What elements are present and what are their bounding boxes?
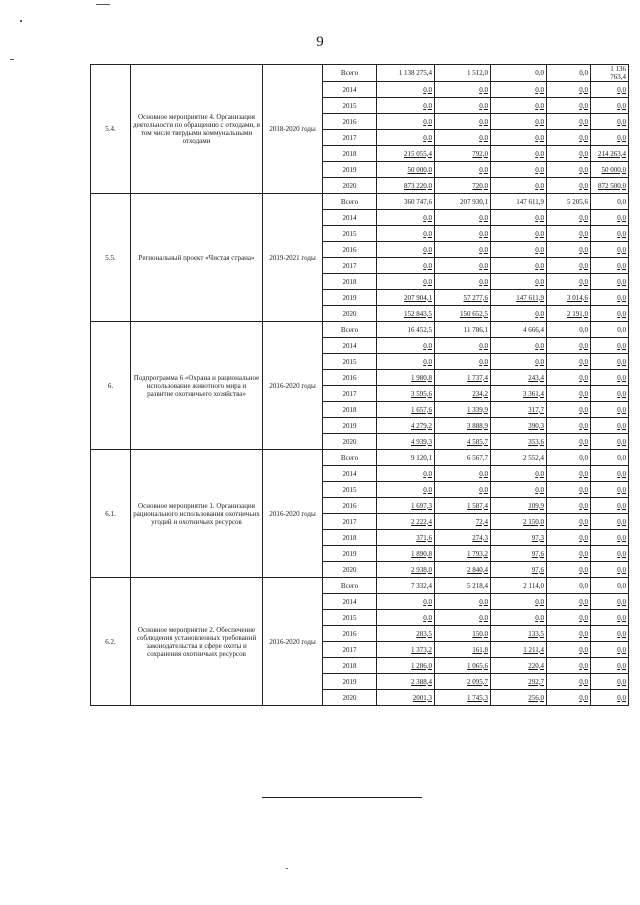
value-cell: 11 786,1 xyxy=(435,322,491,338)
value-cell: 0,0 xyxy=(491,306,547,322)
value-cell: 0,0 xyxy=(547,578,591,594)
value-cell: 0,0 xyxy=(435,594,491,610)
value-cell: 243,4 xyxy=(491,370,547,386)
value-cell: 1 138 275,4 xyxy=(377,65,435,82)
year-cell: 2014 xyxy=(323,466,377,482)
year-cell: 2019 xyxy=(323,546,377,562)
year-cell: Всего xyxy=(323,322,377,338)
item-name: Основное мероприятие 4. Организация деятельности по обращению с отходами, в том числе твердыми коммунальными отходами xyxy=(131,65,263,194)
value-cell: 872 500,0 xyxy=(591,178,629,194)
value-cell: 0,0 xyxy=(377,610,435,626)
value-cell: 0,0 xyxy=(435,482,491,498)
year-cell: 2020 xyxy=(323,562,377,578)
value-cell: 0,0 xyxy=(491,114,547,130)
value-cell: 0,0 xyxy=(591,114,629,130)
year-cell: 2018 xyxy=(323,530,377,546)
year-cell: 2015 xyxy=(323,354,377,370)
value-cell: 0,0 xyxy=(377,274,435,290)
value-cell: 0,0 xyxy=(547,82,591,98)
value-cell: 0,0 xyxy=(591,466,629,482)
value-cell: 0,0 xyxy=(591,610,629,626)
value-cell: 0,0 xyxy=(491,146,547,162)
value-cell: 0,0 xyxy=(547,65,591,82)
year-cell: Всего xyxy=(323,450,377,466)
value-cell: 147 611,9 xyxy=(491,290,547,306)
scan-mark xyxy=(20,20,22,22)
value-cell: 0,0 xyxy=(491,226,547,242)
value-cell: 0,0 xyxy=(435,610,491,626)
value-cell: 792,0 xyxy=(435,146,491,162)
value-cell: 0,0 xyxy=(491,338,547,354)
value-cell: 0,0 xyxy=(591,354,629,370)
item-period: 2016-2020 годы xyxy=(263,322,323,450)
value-cell: 0,0 xyxy=(547,546,591,562)
scan-mark xyxy=(96,4,110,5)
value-cell: 0,0 xyxy=(591,194,629,210)
value-cell: 50 000,0 xyxy=(591,162,629,178)
value-cell: 0,0 xyxy=(435,130,491,146)
value-cell: 0,0 xyxy=(377,114,435,130)
value-cell: 0,0 xyxy=(435,98,491,114)
value-cell: 0,0 xyxy=(435,354,491,370)
value-cell: 1 286,0 xyxy=(377,658,435,674)
year-cell: 2018 xyxy=(323,146,377,162)
value-cell: 0,0 xyxy=(377,226,435,242)
table-row xyxy=(91,322,629,338)
value-cell: 0,0 xyxy=(435,338,491,354)
value-cell: 0,0 xyxy=(491,178,547,194)
value-cell: 1 587,4 xyxy=(435,498,491,514)
value-cell: 0,0 xyxy=(591,386,629,402)
year-cell: 2017 xyxy=(323,130,377,146)
value-cell: 1 793,2 xyxy=(435,546,491,562)
value-cell: 0,0 xyxy=(491,258,547,274)
value-cell: 0,0 xyxy=(547,594,591,610)
value-cell: 1 890,8 xyxy=(377,546,435,562)
table-row xyxy=(91,65,629,82)
year-cell: 2014 xyxy=(323,82,377,98)
year-cell: 2020 xyxy=(323,434,377,450)
value-cell: 0,0 xyxy=(377,338,435,354)
value-cell: 16 452,5 xyxy=(377,322,435,338)
value-cell: 150,0 xyxy=(435,626,491,642)
value-cell: 0,0 xyxy=(547,514,591,530)
item-period: 2016-2020 годы xyxy=(263,450,323,578)
value-cell: 0,0 xyxy=(591,338,629,354)
value-cell: 214 263,4 xyxy=(591,146,629,162)
value-cell: 2 095,7 xyxy=(435,674,491,690)
value-cell: 215 055,4 xyxy=(377,146,435,162)
value-cell: 0,0 xyxy=(591,594,629,610)
value-cell: 873 220,0 xyxy=(377,178,435,194)
value-cell: 0,0 xyxy=(491,82,547,98)
value-cell: 0,0 xyxy=(591,450,629,466)
value-cell: 0,0 xyxy=(377,466,435,482)
value-cell: 0,0 xyxy=(491,162,547,178)
value-cell: 2 388,4 xyxy=(377,674,435,690)
value-cell: 0,0 xyxy=(435,466,491,482)
value-cell: 1 373,2 xyxy=(377,642,435,658)
value-cell: 0,0 xyxy=(435,162,491,178)
value-cell: 0,0 xyxy=(377,242,435,258)
value-cell: 152 843,5 xyxy=(377,306,435,322)
value-cell: 1 512,0 xyxy=(435,65,491,82)
value-cell: 0,0 xyxy=(377,482,435,498)
value-cell: 1 745,3 xyxy=(435,690,491,706)
value-cell: 720,0 xyxy=(435,178,491,194)
year-cell: 2016 xyxy=(323,370,377,386)
year-cell: 2019 xyxy=(323,418,377,434)
value-cell: 0,0 xyxy=(377,98,435,114)
budget-table xyxy=(90,64,629,706)
value-cell: 0,0 xyxy=(547,434,591,450)
year-cell: 2018 xyxy=(323,274,377,290)
item-name: Подпрограмма 6 «Охрана и рациональное использование животного мира и развитие охотничьего хозяйства» xyxy=(131,322,263,450)
value-cell: 317,7 xyxy=(491,402,547,418)
year-cell: 2017 xyxy=(323,642,377,658)
value-cell: 150 652,5 xyxy=(435,306,491,322)
year-cell: Всего xyxy=(323,65,377,82)
value-cell: 0,0 xyxy=(591,98,629,114)
value-cell: 390,3 xyxy=(491,418,547,434)
page-number: 9 xyxy=(316,34,324,50)
value-cell: 0,0 xyxy=(547,114,591,130)
value-cell: 0,0 xyxy=(547,498,591,514)
year-cell: 2017 xyxy=(323,514,377,530)
value-cell: 0,0 xyxy=(547,610,591,626)
value-cell: 0,0 xyxy=(591,498,629,514)
value-cell: 0,0 xyxy=(591,642,629,658)
value-cell: 0,0 xyxy=(547,274,591,290)
value-cell: 1 697,3 xyxy=(377,498,435,514)
year-cell: 2016 xyxy=(323,242,377,258)
value-cell: 0,0 xyxy=(377,210,435,226)
value-cell: 0,0 xyxy=(547,210,591,226)
value-cell: 5 205,6 xyxy=(547,194,591,210)
table-row xyxy=(91,450,629,466)
value-cell: 3 014,6 xyxy=(547,290,591,306)
item-number: 5.5. xyxy=(91,194,131,322)
value-cell: 4 939,3 xyxy=(377,434,435,450)
year-cell: 2019 xyxy=(323,290,377,306)
value-cell: 0,0 xyxy=(591,482,629,498)
value-cell: 1 339,9 xyxy=(435,402,491,418)
value-cell: 0,0 xyxy=(591,322,629,338)
year-cell: 2020 xyxy=(323,178,377,194)
value-cell: 0,0 xyxy=(547,338,591,354)
value-cell: 2 150,0 xyxy=(491,514,547,530)
value-cell: 0,0 xyxy=(547,626,591,642)
value-cell: 1 980,8 xyxy=(377,370,435,386)
value-cell: 0,0 xyxy=(547,146,591,162)
value-cell: 0,0 xyxy=(377,258,435,274)
year-cell: 2018 xyxy=(323,658,377,674)
value-cell: 0,0 xyxy=(591,274,629,290)
value-cell: 4 279,2 xyxy=(377,418,435,434)
value-cell: 0,0 xyxy=(591,82,629,98)
value-cell: 0,0 xyxy=(491,274,547,290)
year-cell: 2015 xyxy=(323,610,377,626)
value-cell: 0,0 xyxy=(547,642,591,658)
value-cell: 220,4 xyxy=(491,658,547,674)
value-cell: 9 120,1 xyxy=(377,450,435,466)
table-row xyxy=(91,194,629,210)
value-cell: 2 840,4 xyxy=(435,562,491,578)
item-number: 6.1. xyxy=(91,450,131,578)
value-cell: 97,3 xyxy=(491,530,547,546)
value-cell: 0,0 xyxy=(591,306,629,322)
year-cell: 2016 xyxy=(323,114,377,130)
year-cell: 2020 xyxy=(323,306,377,322)
item-number: 6. xyxy=(91,322,131,450)
value-cell: 0,0 xyxy=(377,82,435,98)
value-cell: 0,0 xyxy=(491,242,547,258)
value-cell: 207 904,1 xyxy=(377,290,435,306)
value-cell: 147 611,9 xyxy=(491,194,547,210)
value-cell: 1 136 763,4 xyxy=(591,65,629,82)
year-cell: 2016 xyxy=(323,498,377,514)
value-cell: 2 938,0 xyxy=(377,562,435,578)
scan-mark xyxy=(286,868,288,869)
value-cell: 5 218,4 xyxy=(435,578,491,594)
value-cell: 0,0 xyxy=(547,98,591,114)
value-cell: 283,5 xyxy=(377,626,435,642)
value-cell: 2001,3 xyxy=(377,690,435,706)
value-cell: 2 552,4 xyxy=(491,450,547,466)
value-cell: 0,0 xyxy=(547,178,591,194)
value-cell: 0,0 xyxy=(591,578,629,594)
value-cell: 97,6 xyxy=(491,546,547,562)
value-cell: 109,9 xyxy=(491,498,547,514)
value-cell: 0,0 xyxy=(591,514,629,530)
value-cell: 0,0 xyxy=(547,450,591,466)
year-cell: 2015 xyxy=(323,482,377,498)
value-cell: 0,0 xyxy=(591,562,629,578)
value-cell: 0,0 xyxy=(591,530,629,546)
value-cell: 0,0 xyxy=(547,482,591,498)
item-period: 2016-2020 годы xyxy=(263,578,323,706)
year-cell: 2015 xyxy=(323,226,377,242)
value-cell: 0,0 xyxy=(547,226,591,242)
value-cell: 0,0 xyxy=(547,658,591,674)
value-cell: 371,6 xyxy=(377,530,435,546)
year-cell: 2015 xyxy=(323,98,377,114)
value-cell: 0,0 xyxy=(547,690,591,706)
value-cell: 0,0 xyxy=(591,626,629,642)
value-cell: 0,0 xyxy=(591,258,629,274)
value-cell: 0,0 xyxy=(377,594,435,610)
value-cell: 0,0 xyxy=(491,482,547,498)
value-cell: 0,0 xyxy=(435,82,491,98)
value-cell: 4 666,4 xyxy=(491,322,547,338)
value-cell: 0,0 xyxy=(377,354,435,370)
value-cell: 0,0 xyxy=(435,274,491,290)
value-cell: 0,0 xyxy=(435,226,491,242)
value-cell: 3 888,9 xyxy=(435,418,491,434)
value-cell: 0,0 xyxy=(591,130,629,146)
year-cell: 2019 xyxy=(323,674,377,690)
value-cell: 0,0 xyxy=(547,322,591,338)
value-cell: 274,3 xyxy=(435,530,491,546)
table-body xyxy=(91,65,629,706)
year-cell: 2017 xyxy=(323,258,377,274)
value-cell: 0,0 xyxy=(547,674,591,690)
value-cell: 3 595,6 xyxy=(377,386,435,402)
value-cell: 0,0 xyxy=(547,418,591,434)
value-cell: 7 332,4 xyxy=(377,578,435,594)
value-cell: 2 191,0 xyxy=(547,306,591,322)
value-cell: 0,0 xyxy=(491,98,547,114)
value-cell: 234,2 xyxy=(435,386,491,402)
year-cell: 2014 xyxy=(323,338,377,354)
item-name: Основное мероприятие 1. Организация рационального использования охотничьих угодий и охотничьих ресурсов xyxy=(131,450,263,578)
item-number: 6.2. xyxy=(91,578,131,706)
value-cell: 0,0 xyxy=(435,242,491,258)
value-cell: 0,0 xyxy=(491,594,547,610)
value-cell: 0,0 xyxy=(491,65,547,82)
item-number: 5.4. xyxy=(91,65,131,194)
value-cell: 0,0 xyxy=(591,210,629,226)
value-cell: 2 222,4 xyxy=(377,514,435,530)
item-name: Региональный проект «Чистая страна» xyxy=(131,194,263,322)
value-cell: 0,0 xyxy=(547,242,591,258)
item-name: Основное мероприятие 2. Обеспечение соблюдения установленных требований законодательства в сфере охоты и сохранения охотничьих ресурсов xyxy=(131,578,263,706)
value-cell: 0,0 xyxy=(591,290,629,306)
value-cell: 0,0 xyxy=(547,130,591,146)
value-cell: 207 930,1 xyxy=(435,194,491,210)
year-cell: Всего xyxy=(323,194,377,210)
value-cell: 0,0 xyxy=(547,562,591,578)
year-cell: Всего xyxy=(323,578,377,594)
value-cell: 0,0 xyxy=(491,130,547,146)
value-cell: 0,0 xyxy=(491,466,547,482)
value-cell: 0,0 xyxy=(435,210,491,226)
value-cell: 0,0 xyxy=(547,466,591,482)
value-cell: 0,0 xyxy=(491,210,547,226)
value-cell: 0,0 xyxy=(547,162,591,178)
value-cell: 0,0 xyxy=(591,546,629,562)
value-cell: 4 585,7 xyxy=(435,434,491,450)
value-cell: 0,0 xyxy=(491,610,547,626)
value-cell: 0,0 xyxy=(591,674,629,690)
year-cell: 2014 xyxy=(323,594,377,610)
value-cell: 0,0 xyxy=(377,130,435,146)
value-cell: 1 065,6 xyxy=(435,658,491,674)
value-cell: 292,7 xyxy=(491,674,547,690)
year-cell: 2016 xyxy=(323,626,377,642)
value-cell: 0,0 xyxy=(547,370,591,386)
value-cell: 50 000,0 xyxy=(377,162,435,178)
year-cell: 2017 xyxy=(323,386,377,402)
value-cell: 360 747,6 xyxy=(377,194,435,210)
value-cell: 353,6 xyxy=(491,434,547,450)
value-cell: 0,0 xyxy=(591,226,629,242)
value-cell: 0,0 xyxy=(591,418,629,434)
value-cell: 0,0 xyxy=(591,402,629,418)
value-cell: 0,0 xyxy=(547,258,591,274)
year-cell: 2014 xyxy=(323,210,377,226)
value-cell: 0,0 xyxy=(491,354,547,370)
value-cell: 1 657,6 xyxy=(377,402,435,418)
value-cell: 0,0 xyxy=(547,386,591,402)
value-cell: 2 114,0 xyxy=(491,578,547,594)
value-cell: 1 211,4 xyxy=(491,642,547,658)
value-cell: 97,6 xyxy=(491,562,547,578)
value-cell: 3 361,4 xyxy=(491,386,547,402)
value-cell: 0,0 xyxy=(591,658,629,674)
value-cell: 0,0 xyxy=(547,530,591,546)
value-cell: 0,0 xyxy=(591,434,629,450)
value-cell: 1 737,4 xyxy=(435,370,491,386)
value-cell: 0,0 xyxy=(435,114,491,130)
value-cell: 0,0 xyxy=(435,258,491,274)
value-cell: 161,8 xyxy=(435,642,491,658)
item-period: 2018-2020 годы xyxy=(263,65,323,194)
table-row xyxy=(91,578,629,594)
value-cell: 0,0 xyxy=(547,354,591,370)
value-cell: 57 277,6 xyxy=(435,290,491,306)
year-cell: 2020 xyxy=(323,690,377,706)
footer-divider xyxy=(262,797,422,798)
value-cell: 133,5 xyxy=(491,626,547,642)
year-cell: 2019 xyxy=(323,162,377,178)
item-period: 2019-2021 годы xyxy=(263,194,323,322)
value-cell: 72,4 xyxy=(435,514,491,530)
scan-mark xyxy=(10,59,14,60)
year-cell: 2018 xyxy=(323,402,377,418)
value-cell: 0,0 xyxy=(547,402,591,418)
value-cell: 0,0 xyxy=(591,370,629,386)
value-cell: 0,0 xyxy=(591,242,629,258)
value-cell: 6 567,7 xyxy=(435,450,491,466)
value-cell: 256,0 xyxy=(491,690,547,706)
value-cell: 0,0 xyxy=(591,690,629,706)
